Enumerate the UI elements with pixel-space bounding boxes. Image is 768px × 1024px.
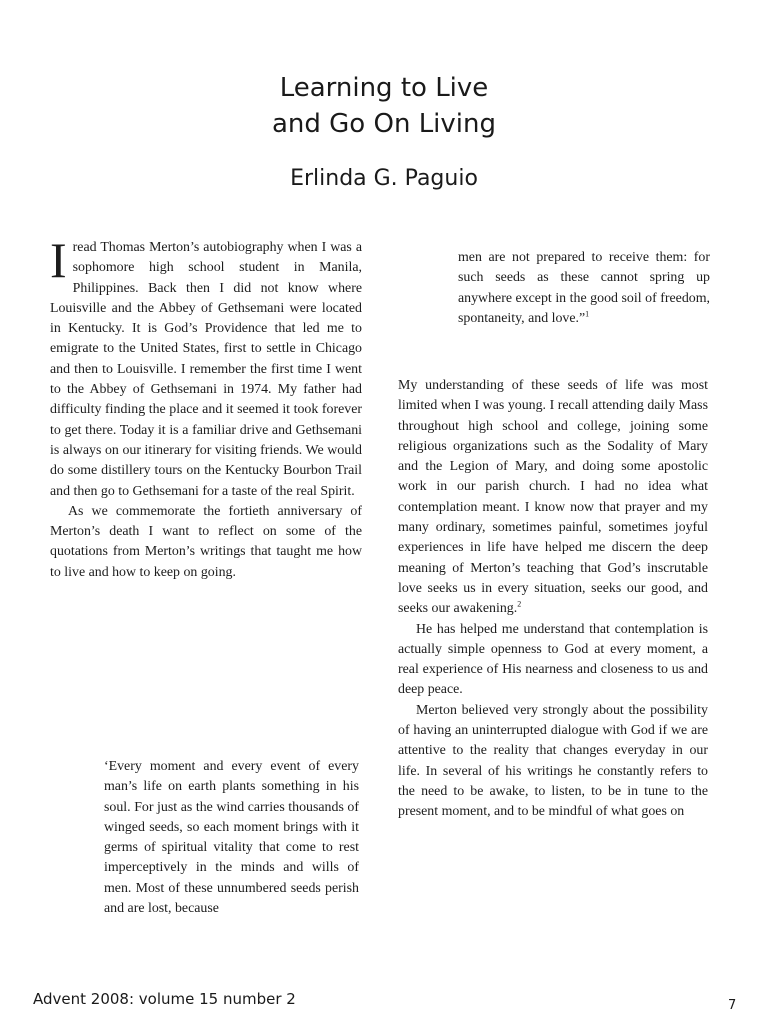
dialogue-paragraph: Merton believed very strongly about the possibility of having an uninterrupted dialogue with God if we are attentive to the reality that changes everyday in our life. In several of his writings he constantly refers to the need to be awake, to listen, to be in tune to the present moment, and to be mindful of what goes on xyxy=(398,702,708,820)
issue-footer: Advent 2008: volume 15 number 2 xyxy=(33,990,296,1008)
contemplation-paragraph: He has helped me understand that contemplation is actually simple openness to God at every moment, a real experience of His nearness and closeness to us and deep peace. xyxy=(398,621,708,698)
right-column xyxy=(398,376,708,823)
article-title-line-2: and Go On Living xyxy=(271,109,496,139)
footnote-marker-1: 1 xyxy=(585,309,590,319)
drop-cap: I xyxy=(50,232,67,288)
footnote-marker-2: 2 xyxy=(517,599,522,609)
merton-quote-part-2 xyxy=(458,248,710,329)
understanding-paragraph xyxy=(398,376,708,620)
commemoration-paragraph: As we commemorate the fortieth anniversary of Merton’s death I want to reflect on some of the quotations from Merton’s writings that taught me how to live and how to keep on going. xyxy=(50,503,362,580)
left-column xyxy=(50,232,362,583)
merton-quote-part-2-text: men are not prepared to receive them: for such seeds as these cannot spring up anywhere except in the good soil of freedom, spontaneity, and love.” xyxy=(458,250,710,326)
merton-quote-part-1 xyxy=(104,757,359,919)
page-number: 7 xyxy=(728,998,737,1013)
merton-quote-part-1-text: ‘Every moment and every event of every man’s life on earth plants something in his soul. For just as the wind carries thousands of winged seeds, so each moment brings with it germs of spiritual vitality that come to rest imperceptively in the minds and wills of men. Most of these unnumbered seeds perish and are lost, because xyxy=(104,759,359,917)
intro-paragraph-text: read Thomas Merton’s autobiography when I was a sophomore high school student in Manila, Philippines. Back then I did not know where Louisville and the Abbey of Gethsemani were located in Kentucky. It is God’s Providence that led me to emigrate to the United States, first to settle in Chicago and then to Louisville. I remember the first time I went to the Abbey of Gethsemani in 1974. My father had difficulty finding the place and it seemed it took forever to get there. Today it is a familiar drive and Gethsemani is always on our itinerary for visiting friends. We would do some distillery tours on the Kentucky Bourbon Trail and then go to Gethsemani for a taste of the real Spirit. xyxy=(50,240,362,499)
author-name: Erlinda G. Paguio xyxy=(290,166,478,191)
article-title-line-1: Learning to Live xyxy=(279,73,489,103)
understanding-paragraph-text: My understanding of these seeds of life was most limited when I was young. I recall attending daily Mass throughout high school and college, joining some religious organizations such as the Sodality of Mary and the Legion of Mary, and doing some apostolic work in our parish church. I had no idea what contemplation meant. I know now that prayer and my many ordinary, sometimes painful, sometimes joyful experiences in life have helped me discern the deep meaning of Merton’s teaching that God’s inscrutable love seeks us in every situation, seeks our good, and seeks our awakening. xyxy=(398,378,708,617)
article-title xyxy=(0,70,768,142)
intro-paragraph xyxy=(50,232,362,502)
